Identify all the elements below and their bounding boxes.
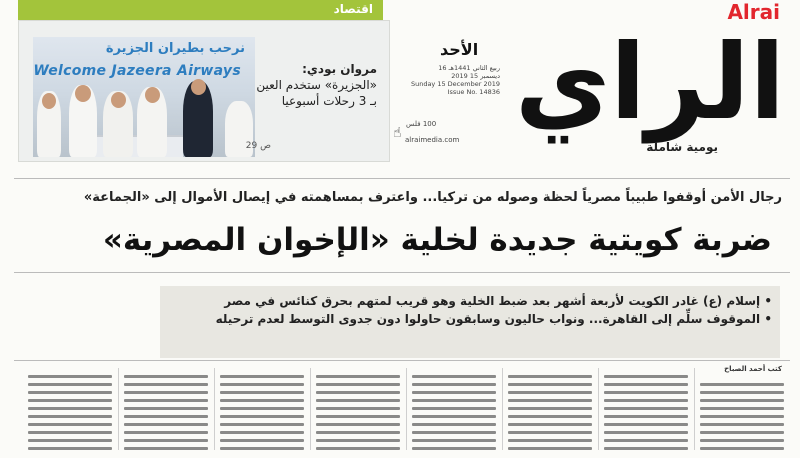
issue-price: 100 فلس [406,120,437,128]
issue-day: الأحد [440,40,479,59]
masthead-logo[interactable] [500,6,800,156]
photo-banner-arabic: نرحب بطيران الجزيرة [105,41,245,56]
section-label[interactable]: اقتصاد [18,0,383,20]
bullet-point: • إسلام (ع) غادر الكويت لأربعة أشهر بعد ضبط الخلية وهو قريب لمتهم بحرق كنائس في مصر [224,294,772,308]
story-bullets [160,286,780,358]
teaser-headline-line: بـ 3 رحلات أسبوعيا [281,94,377,108]
person-head [42,93,56,109]
website-link[interactable]: alraimedia.com [405,136,460,144]
main-headline[interactable]: ضربة كويتية جديدة لخلية «الإخوان المصرية» [102,222,772,258]
masthead-logo-arabic: الراي [514,21,786,143]
column-separator [214,368,215,450]
body-column [220,370,304,450]
bullet-point: • الموقوف سلِّم إلى القاهرة... ونواب حاليون وسابقون حاولوا دون جدوى التوسط لعدم ترحيله [215,312,772,326]
person-head [145,87,160,103]
body-column [604,370,688,450]
issue-date-info [400,64,500,96]
divider [14,178,790,179]
teaser-headline[interactable] [249,61,377,109]
body-column [700,378,784,458]
body-column [316,370,400,450]
divider [14,360,790,361]
pointer-hand-icon: ☝ [393,125,402,141]
story-kicker[interactable]: رجال الأمن أوقفوا طبيباً مصرياً لحظة وصوله من تركيا... واعترف بمساهمته في إيصال الأموال إلى «الجماعة» [83,190,782,205]
teaser-box[interactable] [18,20,390,162]
column-separator [406,368,407,450]
photo-banner-english: Welcome Jazeera Airways [33,63,241,79]
column-separator [118,368,119,450]
date-line: 16 ربيع الثاني 1441هـ [438,64,500,72]
column-separator [694,368,695,450]
teaser-headline-line: مروان بودي: [302,62,377,76]
masthead-tagline: يومية شاملة [646,140,718,154]
date-line: Sunday 15 December 2019 [410,80,500,88]
body-column [124,370,208,450]
person-head [191,79,206,95]
body-column [412,370,496,450]
column-separator [310,368,311,450]
person-head [75,85,91,102]
person-head [111,92,126,108]
byline: كتب أحمد الصباح [724,365,782,373]
teaser-page-ref: ص 29 [245,141,271,151]
column-separator [502,368,503,450]
teaser-photo[interactable] [33,37,255,157]
divider [14,272,790,273]
date-line: Issue No. 14836 [447,88,500,96]
body-column [28,370,112,450]
masthead-latin-brand: Alrai [727,0,780,24]
date-line: 2019 ديسمبر 15 [451,72,500,80]
teaser-headline-line: «الجزيرة» ستخدم العين [256,78,377,92]
column-separator [598,368,599,450]
body-column [508,370,592,450]
